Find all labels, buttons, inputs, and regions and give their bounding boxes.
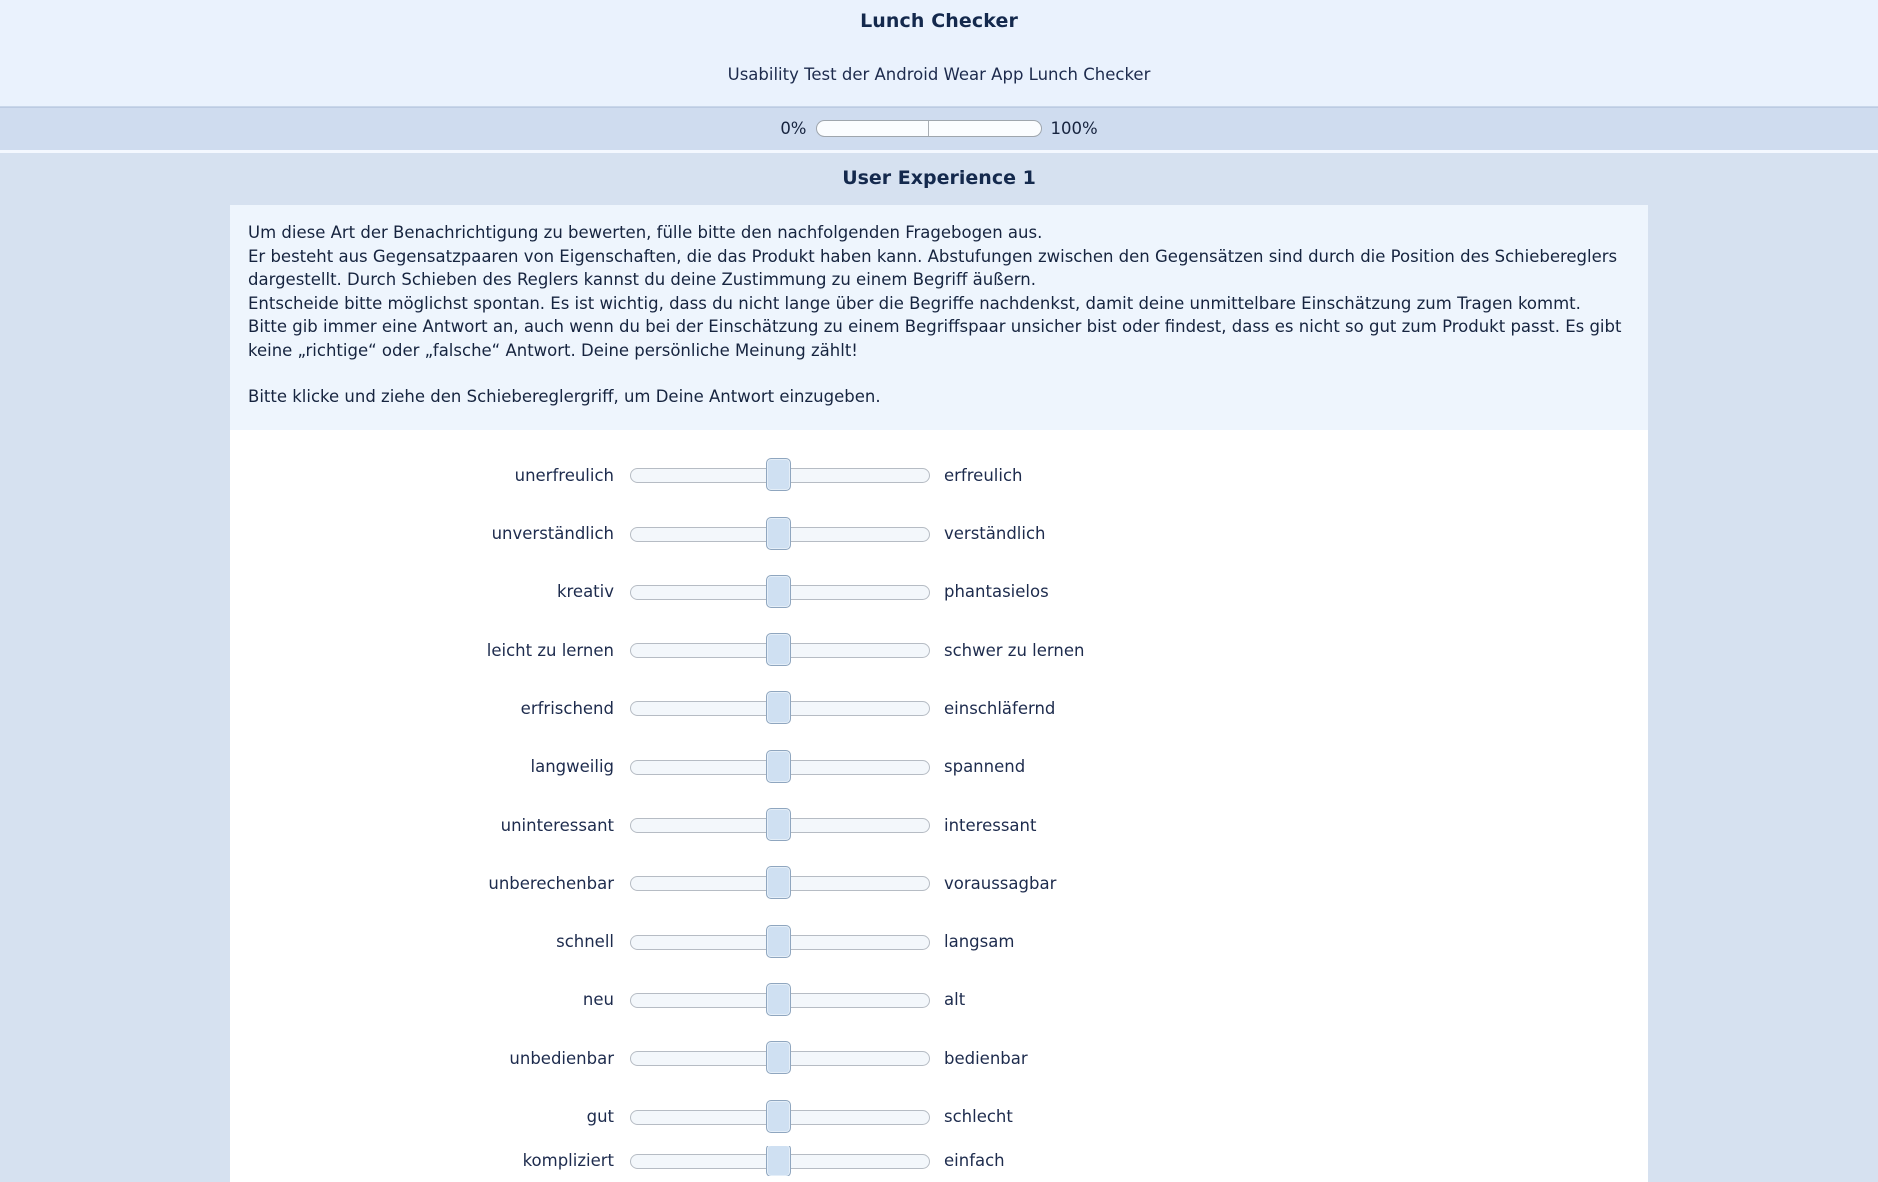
progress-wrap bbox=[780, 119, 1097, 138]
slider-right-label: einfach bbox=[944, 1151, 1005, 1171]
slider-thumb[interactable] bbox=[766, 925, 791, 958]
slider-row bbox=[230, 971, 1648, 1029]
slider-control[interactable] bbox=[630, 1041, 930, 1075]
slider-thumb[interactable] bbox=[766, 517, 791, 550]
slider-right-label: schwer zu lernen bbox=[944, 640, 1085, 660]
progress-bar-fill bbox=[928, 121, 929, 137]
slider-left-label: neu bbox=[582, 990, 614, 1010]
slider-right-label: spannend bbox=[944, 757, 1026, 777]
slider-thumb[interactable] bbox=[766, 983, 791, 1016]
slider-control[interactable] bbox=[630, 808, 930, 842]
instructions-line-3: Entscheide bitte möglichst spontan. Es ist wichtig, dass du nicht lange über die Begriffe nachdenkst, damit deine unmittelbare Einschätzung zum Tragen kommt. bbox=[248, 293, 1581, 313]
slider-control[interactable] bbox=[630, 1146, 930, 1176]
instructions-line-4: Bitte gib immer eine Antwort an, auch wenn du bei der Einschätzung zu einem Begriffspaar unsicher bist oder findest, dass es nicht so gut zum Produkt passt. Es gibt keine „richtige“ oder „falsche“ Antwort. Deine persönliche Meinung zählt! bbox=[248, 317, 1622, 360]
slider-control[interactable] bbox=[630, 517, 930, 551]
slider-right-label: langsam bbox=[944, 932, 1015, 952]
slider-control[interactable] bbox=[630, 1100, 930, 1134]
slider-thumb[interactable] bbox=[766, 866, 791, 899]
slider-thumb[interactable] bbox=[766, 458, 791, 491]
slider-control[interactable] bbox=[630, 750, 930, 784]
slider-row bbox=[230, 1029, 1648, 1087]
slider-row bbox=[230, 446, 1648, 504]
slider-row bbox=[230, 504, 1648, 562]
slider-left-label: kompliziert bbox=[522, 1151, 614, 1171]
slider-left-label: unberechenbar bbox=[488, 873, 614, 893]
slider-left-label: kreativ bbox=[556, 582, 614, 602]
slider-thumb[interactable] bbox=[766, 808, 791, 841]
slider-right-label: phantasielos bbox=[944, 582, 1049, 602]
slider-left-label: uninteressant bbox=[500, 815, 614, 835]
slider-left-label: unverständlich bbox=[491, 524, 614, 544]
slider-right-label: schlecht bbox=[944, 1107, 1013, 1127]
progress-max-label: 100% bbox=[1050, 119, 1098, 138]
slider-thumb[interactable] bbox=[766, 750, 791, 783]
slider-thumb[interactable] bbox=[766, 633, 791, 666]
slider-right-label: alt bbox=[944, 990, 966, 1010]
slider-thumb[interactable] bbox=[766, 1041, 791, 1074]
slider-row bbox=[230, 1146, 1648, 1176]
slider-control[interactable] bbox=[630, 925, 930, 959]
slider-left-label: unbedienbar bbox=[509, 1048, 614, 1068]
slider-left-label: leicht zu lernen bbox=[486, 640, 614, 660]
app-title: Lunch Checker bbox=[860, 10, 1018, 32]
slider-thumb[interactable] bbox=[766, 1146, 791, 1176]
slider-row bbox=[230, 854, 1648, 912]
slider-control[interactable] bbox=[630, 983, 930, 1017]
slider-control[interactable] bbox=[630, 458, 930, 492]
slider-thumb[interactable] bbox=[766, 1100, 791, 1133]
slider-control[interactable] bbox=[630, 866, 930, 900]
page-header bbox=[0, 0, 1878, 107]
slider-row bbox=[230, 563, 1648, 621]
slider-row bbox=[230, 1087, 1648, 1145]
slider-row bbox=[230, 913, 1648, 971]
slider-right-label: einschläfernd bbox=[944, 698, 1056, 718]
app-subtitle: Usability Test der Android Wear App Lunch Checker bbox=[727, 65, 1151, 84]
slider-left-label: schnell bbox=[556, 932, 614, 952]
slider-left-label: langweilig bbox=[530, 757, 614, 777]
instructions-block bbox=[230, 205, 1648, 430]
slider-row bbox=[230, 738, 1648, 796]
slider-right-label: bedienbar bbox=[944, 1048, 1028, 1068]
slider-thumb[interactable] bbox=[766, 575, 791, 608]
slider-right-label: voraussagbar bbox=[944, 873, 1057, 893]
slider-row bbox=[230, 796, 1648, 854]
slider-row bbox=[230, 679, 1648, 737]
slider-left-label: gut bbox=[586, 1107, 614, 1127]
slider-control[interactable] bbox=[630, 633, 930, 667]
slider-control[interactable] bbox=[630, 575, 930, 609]
progress-strip bbox=[0, 107, 1878, 153]
slider-right-label: interessant bbox=[944, 815, 1037, 835]
slider-left-label: erfrischend bbox=[520, 698, 614, 718]
section-title: User Experience 1 bbox=[842, 167, 1036, 189]
instructions-line-1: Um diese Art der Benachrichtigung zu bewerten, fülle bitte den nachfolgenden Fragebogen aus. bbox=[248, 223, 1043, 242]
slider-item-list bbox=[230, 430, 1648, 1182]
slider-right-label: verständlich bbox=[944, 524, 1046, 544]
slider-control[interactable] bbox=[630, 691, 930, 725]
progress-min-label: 0% bbox=[780, 119, 807, 138]
progress-bar bbox=[816, 120, 1042, 137]
instructions-line-5: Bitte klicke und ziehe den Schiebereglergriff, um Deine Antwort einzugeben. bbox=[248, 386, 881, 406]
slider-right-label: erfreulich bbox=[944, 465, 1023, 485]
slider-thumb[interactable] bbox=[766, 691, 791, 724]
instructions-line-2: Er besteht aus Gegensatzpaaren von Eigenschaften, die das Produkt haben kann. Abstufungen zwischen den Gegensätzen sind durch die Position des Schiebereglers dargestellt. Durch Schieben des Reglers kannst du deine Zustimmung zu einem Begriff äußern. bbox=[248, 246, 1618, 290]
slider-left-label: unerfreulich bbox=[514, 465, 614, 485]
questionnaire-card bbox=[230, 205, 1648, 1182]
slider-row bbox=[230, 621, 1648, 679]
